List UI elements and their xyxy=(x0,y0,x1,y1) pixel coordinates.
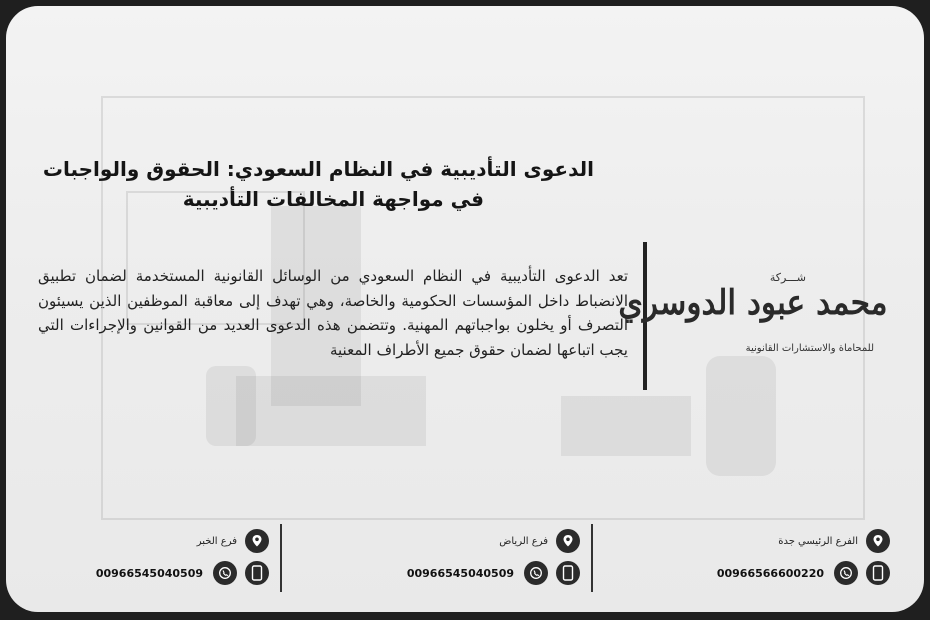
whatsapp-icon[interactable] xyxy=(524,561,548,585)
article-title xyxy=(34,154,594,214)
branch-label: فرع الرياض xyxy=(499,535,548,547)
title-line-1: الدعوى التأديبية في النظام السعودي: الحقوق والواجبات xyxy=(42,157,594,181)
branch-phone[interactable]: 00966545040509 xyxy=(406,566,514,580)
location-pin-icon xyxy=(866,529,890,553)
whatsapp-icon[interactable] xyxy=(213,561,237,585)
logo-subtitle: للمحاماة والاستشارات القانونية xyxy=(745,343,874,354)
mobile-icon xyxy=(556,561,580,585)
branch-phone[interactable]: 00966566600220 xyxy=(716,566,824,580)
article-summary: تعد الدعوى التأديبية في النظام السعودي من الوسائل القانونية المستخدمة لضمان تطبيق الانضباط داخل المؤسسات الحكومية والخاصة، وهي تهدف إلى معاقبة الموظفين الذين يسيئون التصرف أو يخلون بواجباتهم المهنية. وتتضمن هذه الدعوى العديد من القوانين والإجراءات التي يجب اتباعها لضمان حقوق جميع الأطراف المعنية xyxy=(38,267,628,359)
background-chair xyxy=(706,356,776,476)
branch-label: الفرع الرئيسي جدة xyxy=(778,535,858,547)
background-shelf xyxy=(561,396,691,456)
location-pin-icon xyxy=(245,529,269,553)
whatsapp-icon[interactable] xyxy=(834,561,858,585)
branch-jeddah xyxy=(690,528,890,588)
background-desk xyxy=(236,376,426,446)
title-line-2: في مواجهة المخالفات التأديبية xyxy=(182,187,484,211)
banner-card xyxy=(6,6,924,612)
logo-company-word: شـــركة xyxy=(769,271,806,284)
branch-khobar xyxy=(69,528,269,588)
branch-divider xyxy=(280,524,282,592)
mobile-icon xyxy=(245,561,269,585)
location-pin-icon xyxy=(556,529,580,553)
branch-phone[interactable]: 00966545040509 xyxy=(95,566,203,580)
branch-label: فرع الخبر xyxy=(196,535,237,547)
branch-divider xyxy=(591,524,593,592)
background-chair xyxy=(206,366,256,446)
branch-riyadh xyxy=(380,528,580,588)
company-logo xyxy=(618,271,906,366)
mobile-icon xyxy=(866,561,890,585)
logo-name: محمد عبود الدوسري xyxy=(618,283,888,323)
